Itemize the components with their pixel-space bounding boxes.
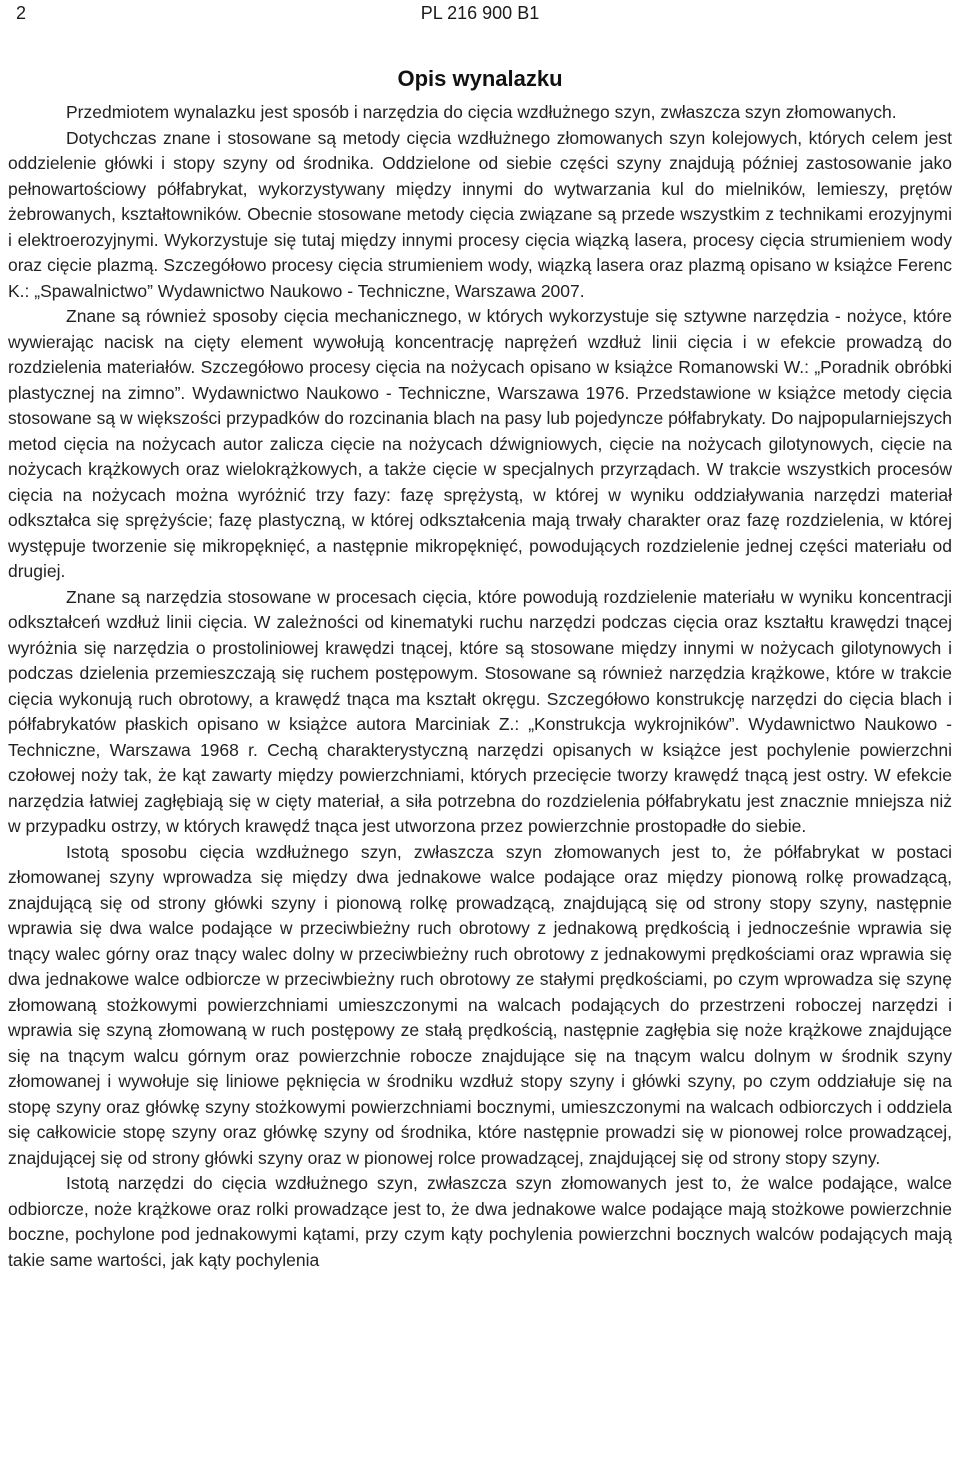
document-body (8, 100, 952, 1273)
paragraph: Znane są narzędzia stosowane w procesach cięcia, które powodują rozdzielenie materiału w wyniku koncentracji odkształceń wzdłuż linii cięcia. W zależności od kinematyki ruchu narzędzi podczas cięcia oraz kształtu krawędzi tnącej wyróżnia się narzędzia o prostoliniowej krawędzi tnącej, które są stosowane między innymi w nożycach gilotynowych i podczas dzielenia przemieszczają się ruchem postępowym. Stosowane są również narzędzia krążkowe, które w trakcie cięcia wykonują ruch obrotowy, a krawędź tnąca ma kształt okręgu. Szczegółowo konstrukcję narzędzi do cięcia blach i półfabrykatów płaskich opisano w książce autora Marciniak Z.: „Konstrukcja wykrojników”. Wydawnictwo Naukowo - Techniczne, Warszawa 1968 r. Cechą charakterystyczną narzędzi opisanych w książce jest pochylenie powierzchni czołowej noży tak, że kąt zawarty między powierzchniami, których przecięcie tworzy krawędź tnącą jest ostry. W efekcie narzędzia łatwiej zagłębiają się w cięty materiał, a siła potrzebna do rozdzielenia półfabrykatu jest znacznie mniejsza niż w przypadku ostrzy, w których krawędź tnąca jest utworzona przez powierzchnie prostopadłe do siebie. (8, 586, 952, 836)
paragraph: Dotychczas znane i stosowane są metody cięcia wzdłużnego złomowanych szyn kolejowych, których celem jest oddzielenie główki i stopy szyny od środnika. Oddzielone od siebie części szyny znajdują później zastosowanie jako pełnowartościowy półfabrykat, wykorzystywany między innymi do wytwarzania kul do mielników, lemieszy, prętów żebrowanych, kształtowników. Obecnie stosowane metody cięcia związane są przede wszystkim z technikami erozyjnymi i elektroerozyjnymi. Wykorzystuje się tutaj między innymi procesy cięcia wiązką lasera, procesy cięcia strumieniem wody oraz cięcie plazmą. Szczegółowo procesy cięcia strumieniem wody, wiązką lasera oraz plazmą opisano w książce Ferenc K.: „Spawalnictwo” Wydawnictwo Naukowo - Techniczne, Warszawa 2007. (8, 127, 952, 301)
paragraph: Przedmiotem wynalazku jest sposób i narzędzia do cięcia wzdłużnego szyn, zwłaszcza szyn złomowanych. (66, 102, 897, 122)
patent-number: PL 216 900 B1 (420, 3, 540, 23)
document-title: Opis wynalazku (397, 66, 563, 91)
page-header (8, 0, 952, 36)
paragraph: Istotą narzędzi do cięcia wzdłużnego szyn, zwłaszcza szyn złomowanych jest to, że walce podające, walce odbiorcze, noże krążkowe oraz rolki prowadzące jest to, że dwa jednakowe walce podające mają stożkowe powierzchnie boczne, pochylone pod jednakowymi kątami, przy czym kąty pochylenia powierzchni bocznych walców podających mają takie same wartości, jak kąty pochylenia (8, 1173, 952, 1270)
paragraph: Istotą sposobu cięcia wzdłużnego szyn, zwłaszcza szyn złomowanych jest to, że półfabrykat w postaci złomowanej szyny wprowadza się między dwa jednakowe walce podające oraz między pionową rolkę prowadzącą, znajdującą się od strony główki szyny i pionową rolkę prowadzącą, znajdującą się od strony stopy szyny, następnie wprawia się dwa walce podające w przeciwbieżny ruch obrotowy z jednakową prędkością i jednocześnie wprawia się tnący walec górny oraz tnący walec dolny w przeciwbieżny ruch obrotowy z jednakowymi prędkościami oraz wprawia się dwa jednakowe walce odbiorcze w przeciwbieżny ruch obrotowy ze stałymi prędkościami, po czym wprowadza się szynę złomowaną stożkowymi powierzchniami umieszczonymi na walcach podających do przestrzeni roboczej narzędzi i wprawia się szyną złomowaną w ruch postępowy ze stałą prędkością, następnie zagłębia się noże krążkowe znajdujące się na tnącym walcu górnym oraz powierzchnie robocze znajdujące się na tnącym walcu dolnym w środnik szyny złomowanej i wywołuje się liniowe pęknięcia w środniku wzdłuż stopy szyny i główki szyny, po czym oddziałuje się na stopę szyny oraz główkę szyny stożkowymi powierzchniami bocznymi, umieszczonymi na walcach odbiorczych i oddziela się całkowicie stopę szyny oraz główkę szyny od środnika, które następnie prowadzi się w pionowej rolce prowadzącej, znajdującej się od strony główki szyny oraz w pionowej rolce prowadzącej, znajdującej się od strony stopy szyny. (8, 841, 952, 1168)
paragraph: Znane są również sposoby cięcia mechanicznego, w których wykorzystuje się sztywne narzędzia - nożyce, które wywierając nacisk na cięty element wywołują koncentrację naprężeń wzdłuż linii cięcia i w efekcie prowadzą do rozdzielenia materiałów. Szczegółowo procesy cięcia na nożycach opisano w książce Romanowski W.: „Poradnik obróbki plastycznej na zimno”. Wydawnictwo Naukowo - Techniczne, Warszawa 1976. Przedstawione w książce metody cięcia stosowane są w większości przypadków do rozcinania blach na pasy lub pojedyncze półfabrykaty. Do najpopularniejszych metod cięcia na nożycach autor zalicza cięcie na nożycach dźwigniowych, cięcie na nożycach gilotynowych, cięcie na nożycach krążkowych oraz wielokrążkowych, a także cięcie w specjalnych przyrządach. W trakcie wszystkich procesów cięcia na nożycach można wyróżnić trzy fazy: fazę sprężystą, w której w wyniku oddziaływania narzędzi materiał odkształca się sprężyście; fazę plastyczną, w której odkształcenia mają trwały charakter oraz fazę rozdzielenia, w której występuje tworzenie się mikropęknięć, a następnie mikropęknięć, powodujących rozdzielenie jednej części materiału od drugiej. (8, 306, 952, 581)
page-number: 2 (16, 3, 27, 23)
